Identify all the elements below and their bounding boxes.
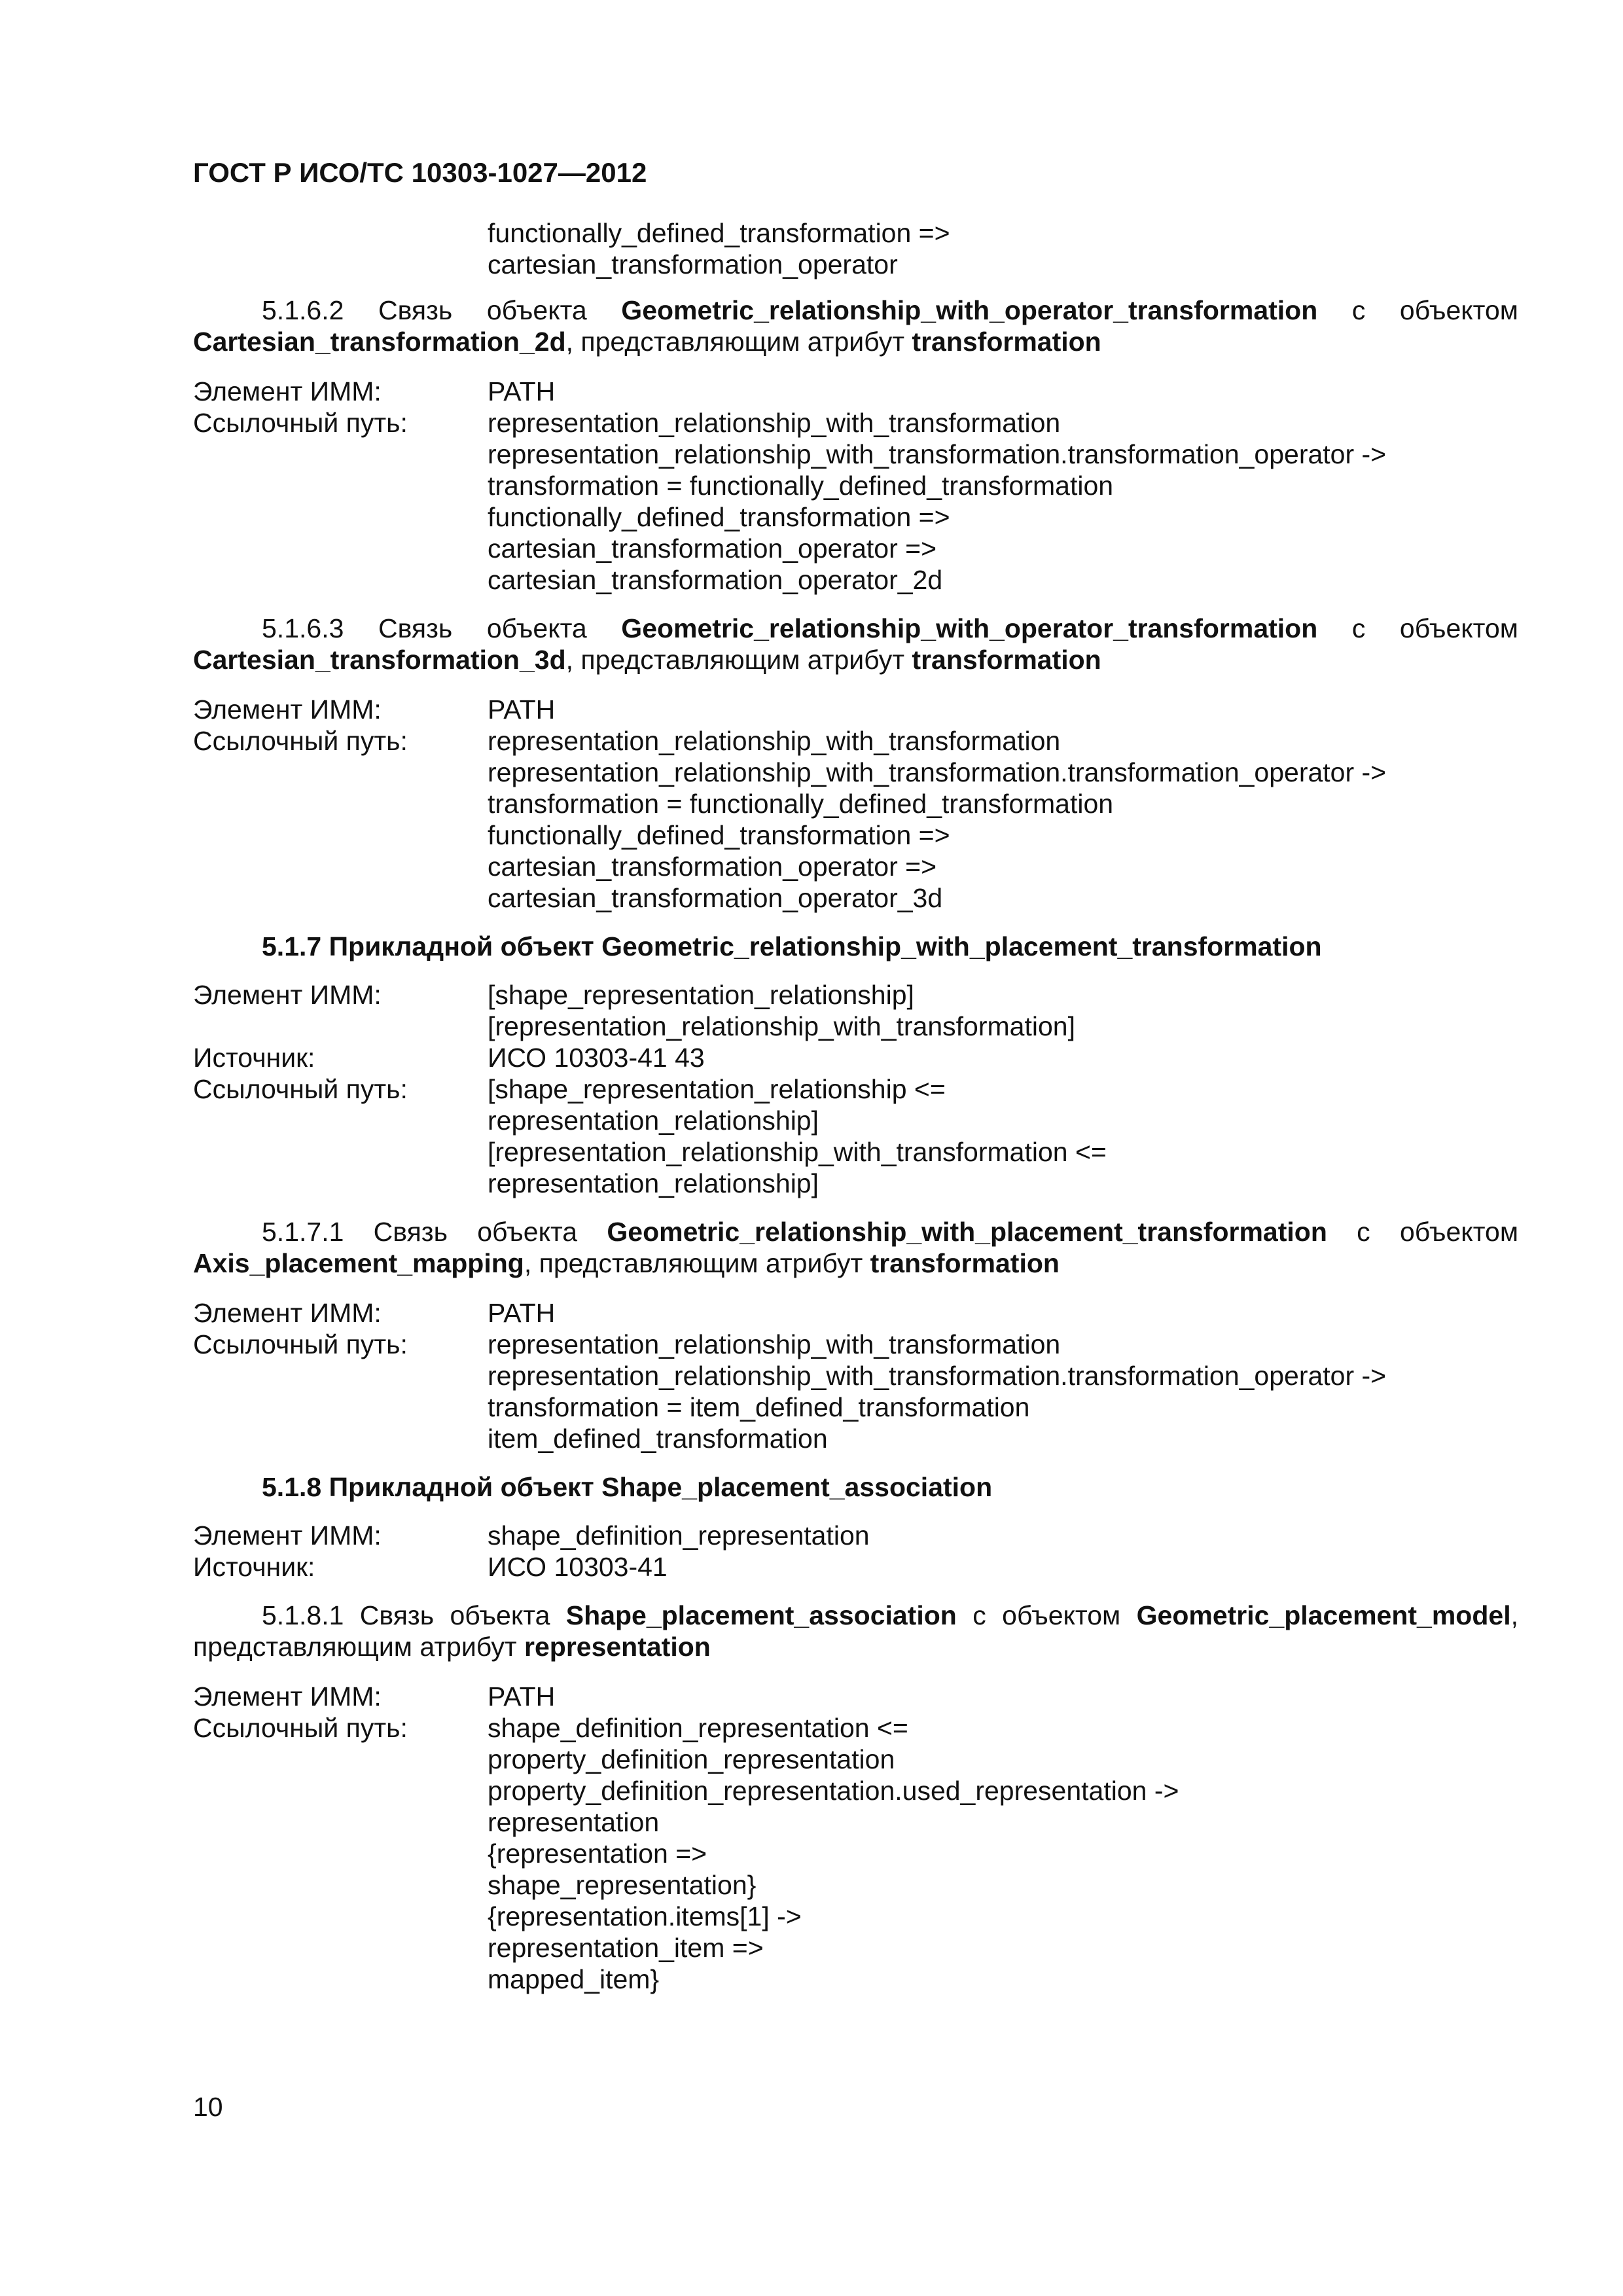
row-value: representation_relationship_with_transformation.transformation_operator -> [488,439,1387,469]
row-key: Ссылочный путь: [193,1713,408,1743]
row-value: ИСО 10303-41 43 [488,1043,705,1073]
row-key: Ссылочный путь: [193,726,408,756]
row-value: transformation = item_defined_transformation [488,1392,1030,1422]
row-value: property_definition_representation [488,1744,895,1774]
row-value: mapped_item} [488,1964,660,1994]
section-5162-title: 5.1.6.2 Связь объекта Geometric_relationship_with_operator_transformation с объектом Cartesian_transformation_2d, представляющим атрибут transformation [193,295,1518,357]
row-value: cartesian_transformation_operator => [488,533,937,564]
section-517-rows [193,979,1518,1199]
document-page [193,157,1518,2012]
section-5171-rows [193,1297,1518,1454]
row-value: representation_relationship_with_transformation.transformation_operator -> [488,1361,1387,1391]
row-value: functionally_defined_transformation => [488,820,950,850]
row-ref-path [193,1073,1518,1199]
row-key: Элемент ИММ: [193,1681,382,1712]
page-number: 10 [193,2092,223,2122]
row-value: shape_representation} [488,1870,757,1900]
section-5163-title: 5.1.6.3 Связь объекта Geometric_relationship_with_operator_transformation с объектом Cartesian_transformation_3d, представляющим атрибут transformation [193,613,1518,675]
row-imm [193,376,1518,407]
row-source [193,1042,1518,1073]
row-imm [193,1297,1518,1329]
row-imm [193,979,1518,1042]
row-key: Элемент ИММ: [193,694,382,725]
section-518-rows [193,1520,1518,1583]
row-value: cartesian_transformation_operator => [488,852,937,882]
row-key: Источник: [193,1043,315,1073]
row-ref-path [193,1329,1518,1454]
row-ref-path [193,407,1518,596]
row-value: PATH [488,376,556,406]
row-key: Элемент ИММ: [193,980,382,1010]
row-imm [193,694,1518,725]
row-value: {representation => [488,1839,707,1869]
section-5171-title: 5.1.7.1 Связь объекта Geometric_relationship_with_placement_transformation с объектом Axis_placement_mapping, представляющим атрибут transformation [193,1217,1519,1278]
row-value: {representation.items[1] -> [488,1901,802,1931]
row-value: PATH [488,1681,556,1712]
row-value: representation [488,1807,660,1837]
row-value: functionally_defined_transformation => [488,502,950,532]
row-value: [shape_representation_relationship] [488,980,914,1010]
row-key: Ссылочный путь: [193,1074,408,1104]
row-key: Элемент ИММ: [193,1298,382,1328]
row-value: representation_relationship_with_transformation.transformation_operator -> [488,757,1387,787]
row-value: property_definition_representation.used_representation -> [488,1776,1179,1806]
row-value: representation_relationship_with_transformation [488,408,1061,438]
row-value: representation_item => [488,1933,764,1963]
row-value: cartesian_transformation_operator_3d [488,883,943,913]
row-imm [193,1520,1518,1551]
row-value: shape_definition_representation [488,1520,870,1551]
heading-518: 5.1.8 Прикладной объект Shape_placement_association [262,1472,993,1502]
row-key: Источник: [193,1552,315,1582]
document-header: ГОСТ Р ИСО/ТС 10303-1027—2012 [193,157,647,188]
section-5181-rows [193,1681,1518,1995]
row-value: PATH [488,694,556,725]
section-5162-rows [193,376,1518,596]
row-value: representation_relationship_with_transformation [488,726,1061,756]
row-value: item_defined_transformation [488,1424,828,1454]
row-value: representation_relationship] [488,1105,819,1136]
row-value: [shape_representation_relationship <= [488,1074,946,1104]
heading-517: 5.1.7 Прикладной объект Geometric_relationship_with_placement_transformation [262,931,1322,961]
row-imm [193,1681,1518,1712]
row-key: Ссылочный путь: [193,408,408,438]
row-value: shape_definition_representation <= [488,1713,908,1743]
row-value: [representation_relationship_with_transformation <= [488,1137,1107,1167]
row-source [193,1551,1518,1583]
row-value: PATH [488,1298,556,1328]
row-value: representation_relationship] [488,1168,819,1198]
intro-line: cartesian_transformation_operator [488,249,898,279]
intro-line: functionally_defined_transformation => [488,218,950,248]
row-value: [representation_relationship_with_transformation] [488,1011,1075,1041]
section-5181-title: 5.1.8.1 Связь объекта Shape_placement_association с объектом Geometric_placement_model, представляющим атрибут representation [193,1600,1518,1662]
row-ref-path [193,1712,1518,1995]
row-key: Элемент ИММ: [193,376,382,406]
row-key: Элемент ИММ: [193,1520,382,1551]
section-5163-rows [193,694,1518,914]
row-ref-path [193,725,1518,914]
intro-lines [488,217,1518,280]
row-value: ИСО 10303-41 [488,1552,668,1582]
row-value: transformation = functionally_defined_transformation [488,789,1114,819]
row-value: representation_relationship_with_transformation [488,1329,1061,1359]
row-value: cartesian_transformation_operator_2d [488,565,943,595]
row-key: Ссылочный путь: [193,1329,408,1359]
row-value: transformation = functionally_defined_transformation [488,471,1114,501]
